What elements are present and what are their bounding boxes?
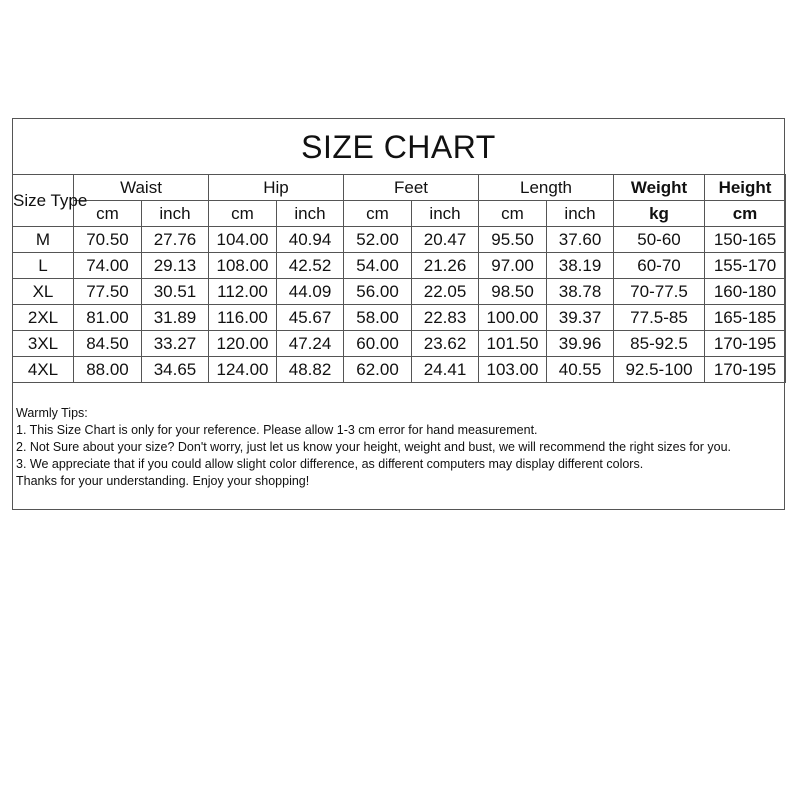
- measurement-cell: 39.96: [547, 331, 614, 357]
- measurement-cell: 103.00: [479, 357, 547, 383]
- measurement-cell: 150-165: [705, 227, 786, 253]
- measurement-cell: 47.24: [277, 331, 344, 357]
- measurement-cell: 34.65: [142, 357, 209, 383]
- size-label-cell: XL: [13, 279, 74, 305]
- size-label-cell: 2XL: [13, 305, 74, 331]
- measurement-cell: 31.89: [142, 305, 209, 331]
- unit-cell: inch: [142, 201, 209, 227]
- unit-cell: cm: [209, 201, 277, 227]
- measurement-cell: 155-170: [705, 253, 786, 279]
- measurement-cell: 60.00: [344, 331, 412, 357]
- tips-heading: Warmly Tips:: [16, 406, 88, 420]
- unit-header-row: [13, 201, 786, 227]
- size-label-cell: L: [13, 253, 74, 279]
- measurement-cell: 84.50: [74, 331, 142, 357]
- measurement-cell: 165-185: [705, 305, 786, 331]
- measurement-cell: 112.00: [209, 279, 277, 305]
- unit-cell: inch: [547, 201, 614, 227]
- size-chart-frame: [12, 118, 785, 510]
- unit-cell: inch: [412, 201, 479, 227]
- measurement-cell: 85-92.5: [614, 331, 705, 357]
- measurement-cell: 54.00: [344, 253, 412, 279]
- table-row: [13, 331, 786, 357]
- tip-line: Thanks for your understanding. Enjoy your shopping!: [16, 474, 310, 488]
- hip-header: Hip: [209, 175, 344, 201]
- measurement-cell: 56.00: [344, 279, 412, 305]
- measurement-cell: 40.94: [277, 227, 344, 253]
- size-label-cell: 4XL: [13, 357, 74, 383]
- measurement-cell: 124.00: [209, 357, 277, 383]
- measurement-cell: 170-195: [705, 357, 786, 383]
- measurement-cell: 116.00: [209, 305, 277, 331]
- table-row: [13, 227, 786, 253]
- measurement-cell: 40.55: [547, 357, 614, 383]
- measurement-cell: 42.52: [277, 253, 344, 279]
- measurement-cell: 58.00: [344, 305, 412, 331]
- length-header: Length: [479, 175, 614, 201]
- unit-cell: cm: [344, 201, 412, 227]
- unit-cell: kg: [614, 201, 705, 227]
- table-header: [13, 175, 786, 227]
- measurement-cell: 33.27: [142, 331, 209, 357]
- measurement-cell: 88.00: [74, 357, 142, 383]
- unit-cell: inch: [277, 201, 344, 227]
- tip-line: 1. This Size Chart is only for your reference. Please allow 1-3 cm error for hand measurement.: [16, 423, 538, 437]
- measurement-cell: 48.82: [277, 357, 344, 383]
- measurement-cell: 38.78: [547, 279, 614, 305]
- measurement-cell: 22.05: [412, 279, 479, 305]
- measurement-cell: 81.00: [74, 305, 142, 331]
- table-body: [13, 227, 786, 383]
- unit-cell: cm: [705, 201, 786, 227]
- measurement-cell: 27.76: [142, 227, 209, 253]
- measurement-cell: 37.60: [547, 227, 614, 253]
- measurement-cell: 100.00: [479, 305, 547, 331]
- table-row: [13, 253, 786, 279]
- measurement-cell: 98.50: [479, 279, 547, 305]
- weight-header: Weight: [614, 175, 705, 201]
- measurement-cell: 95.50: [479, 227, 547, 253]
- measurement-cell: 74.00: [74, 253, 142, 279]
- measurement-cell: 77.5-85: [614, 305, 705, 331]
- measurement-cell: 104.00: [209, 227, 277, 253]
- measurement-cell: 50-60: [614, 227, 705, 253]
- waist-header: Waist: [74, 175, 209, 201]
- height-header: Height: [705, 175, 786, 201]
- measurement-cell: 39.37: [547, 305, 614, 331]
- measurement-cell: 29.13: [142, 253, 209, 279]
- size-type-header: Size Type: [13, 175, 74, 227]
- measurement-cell: 160-180: [705, 279, 786, 305]
- measurement-cell: 92.5-100: [614, 357, 705, 383]
- measurement-cell: 170-195: [705, 331, 786, 357]
- measurement-cell: 70.50: [74, 227, 142, 253]
- table-row: [13, 357, 786, 383]
- measurement-cell: 20.47: [412, 227, 479, 253]
- measurement-cell: 52.00: [344, 227, 412, 253]
- measurement-cell: 38.19: [547, 253, 614, 279]
- measurement-cell: 22.83: [412, 305, 479, 331]
- group-header-row: [13, 175, 786, 201]
- measurement-cell: 62.00: [344, 357, 412, 383]
- size-label-cell: 3XL: [13, 331, 74, 357]
- table-row: [13, 279, 786, 305]
- tip-line: 2. Not Sure about your size? Don't worry, just let us know your height, weight and bust, we will recommend the right sizes for you.: [16, 440, 731, 454]
- measurement-cell: 108.00: [209, 253, 277, 279]
- measurement-cell: 23.62: [412, 331, 479, 357]
- chart-title: SIZE CHART: [13, 119, 784, 175]
- measurement-cell: 24.41: [412, 357, 479, 383]
- unit-cell: cm: [479, 201, 547, 227]
- table-row: [13, 305, 786, 331]
- measurement-cell: 97.00: [479, 253, 547, 279]
- measurement-cell: 21.26: [412, 253, 479, 279]
- measurement-cell: 30.51: [142, 279, 209, 305]
- size-label-cell: M: [13, 227, 74, 253]
- feet-header: Feet: [344, 175, 479, 201]
- measurement-cell: 44.09: [277, 279, 344, 305]
- measurement-cell: 77.50: [74, 279, 142, 305]
- tip-line: 3. We appreciate that if you could allow slight color difference, as different computers may display different colors.: [16, 457, 644, 471]
- size-table: [12, 174, 786, 383]
- measurement-cell: 101.50: [479, 331, 547, 357]
- tips-section: [16, 405, 782, 490]
- measurement-cell: 60-70: [614, 253, 705, 279]
- unit-cell: cm: [74, 201, 142, 227]
- measurement-cell: 70-77.5: [614, 279, 705, 305]
- measurement-cell: 120.00: [209, 331, 277, 357]
- measurement-cell: 45.67: [277, 305, 344, 331]
